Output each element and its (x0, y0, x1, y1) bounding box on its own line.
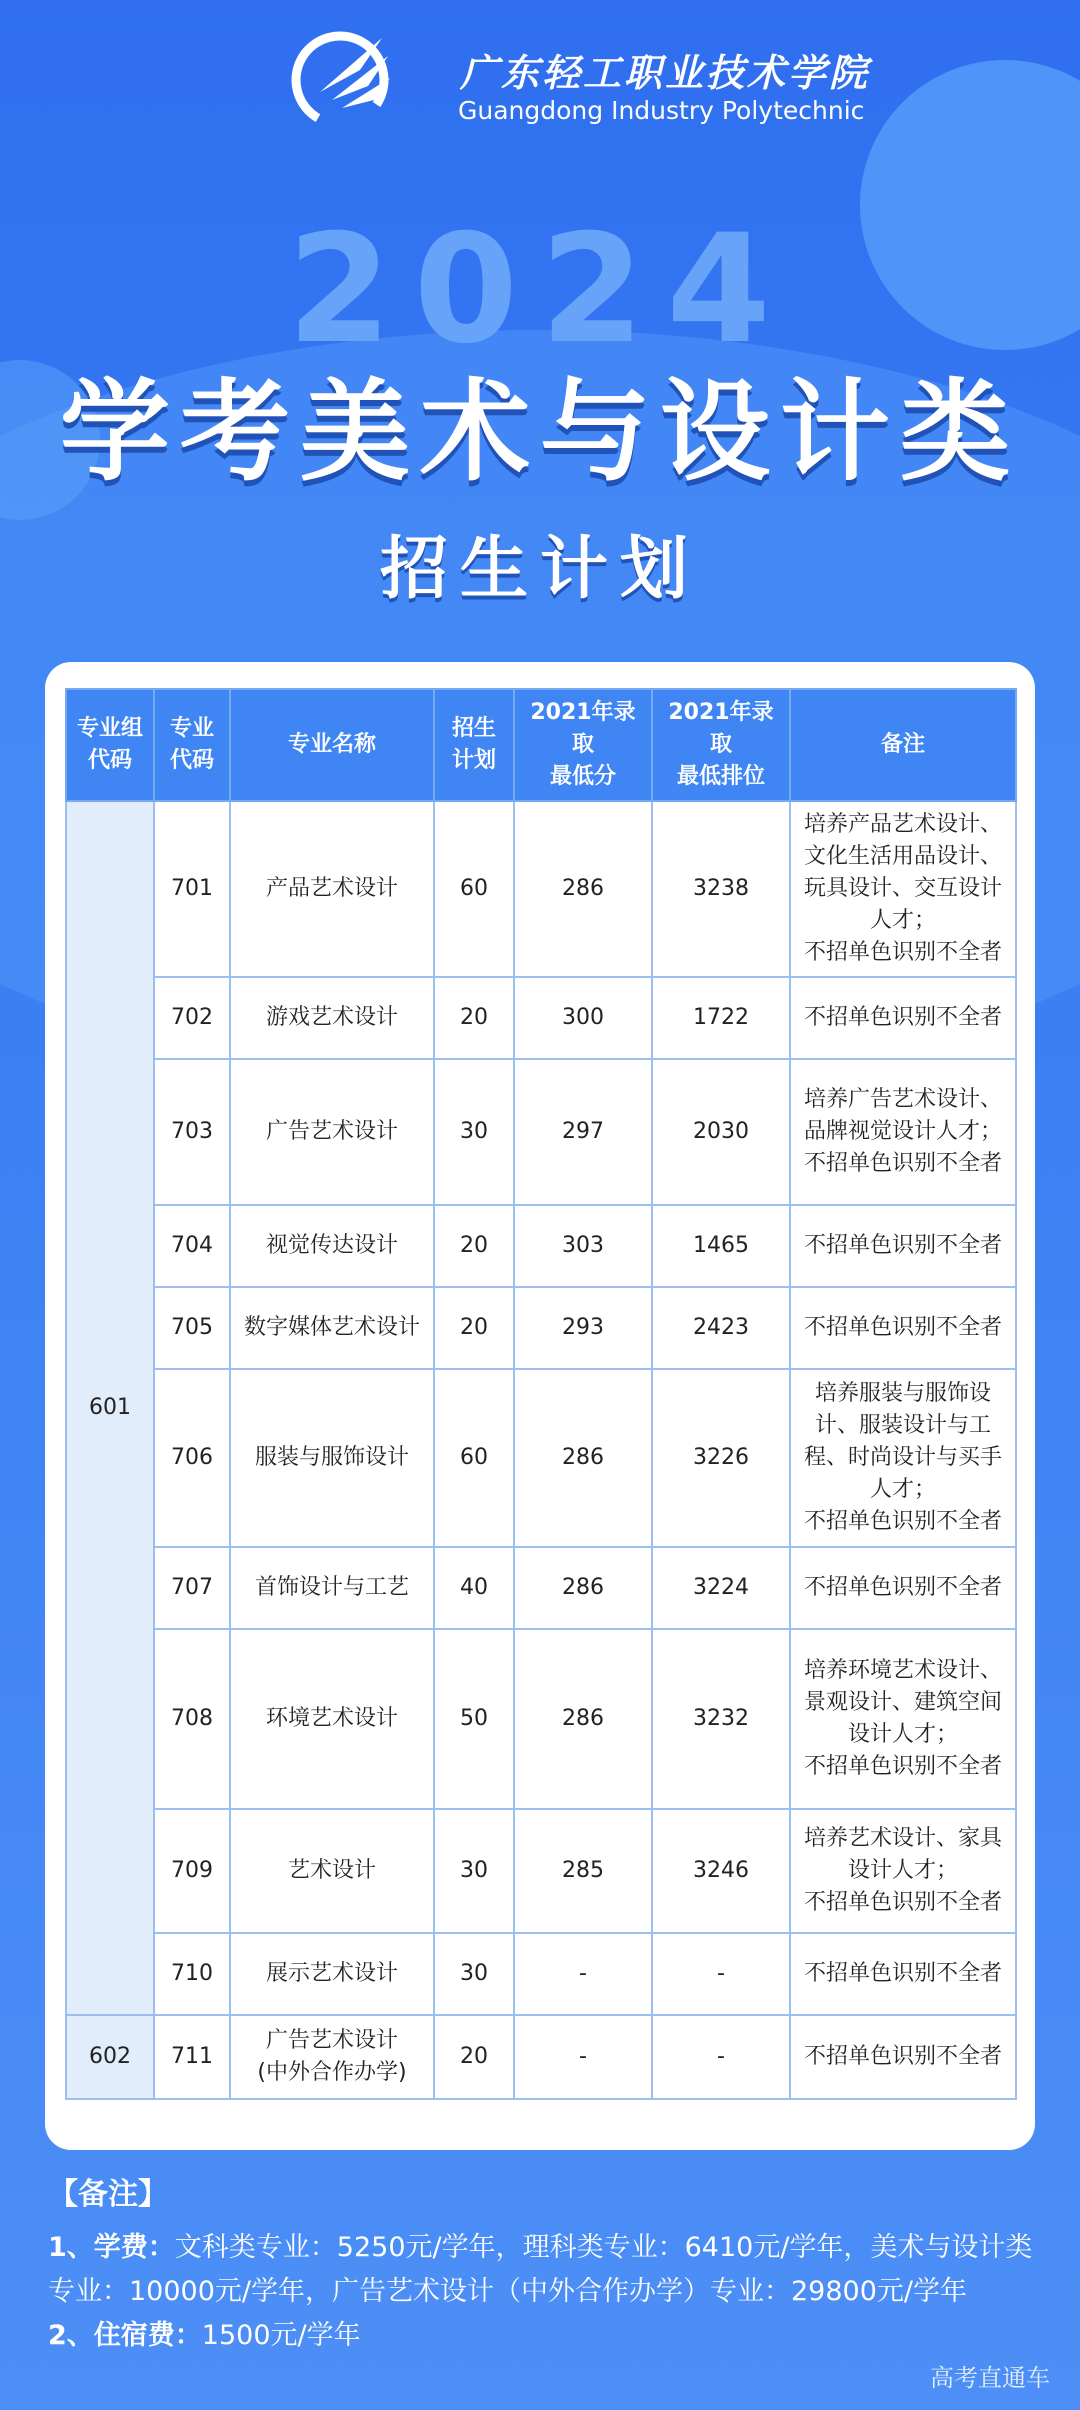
table-row (66, 2015, 1016, 2099)
major-name-cell: 产品艺术设计 (230, 801, 434, 977)
major-code-cell: 709 (154, 1809, 230, 1933)
school-logo (290, 30, 871, 130)
enrollment-table-card (45, 662, 1035, 2150)
major-code-cell: 710 (154, 1933, 230, 2015)
min-score-cell: 286 (514, 1369, 652, 1547)
major-code-cell: 703 (154, 1059, 230, 1205)
remark-cell: 培养服装与服饰设 计、服装设计与工 程、时尚设计与买手 人才； 不招单色识别不全者 (790, 1369, 1016, 1547)
min-score-cell: 303 (514, 1205, 652, 1287)
remark-cell: 不招单色识别不全者 (790, 1933, 1016, 2015)
min-rank-cell: 2423 (652, 1287, 790, 1369)
min-rank-cell: - (652, 2015, 790, 2099)
min-score-cell: 286 (514, 1547, 652, 1629)
plan-cell: 20 (434, 977, 514, 1059)
remark-cell: 培养广告艺术设计、 品牌视觉设计人才； 不招单色识别不全者 (790, 1059, 1016, 1205)
major-name-cell: 视觉传达设计 (230, 1205, 434, 1287)
major-name-cell: 艺术设计 (230, 1809, 434, 1933)
min-score-cell: 285 (514, 1809, 652, 1933)
table-row (66, 801, 1016, 977)
column-header-min-score: 2021年录取 最低分 (514, 689, 652, 801)
table-row (66, 1287, 1016, 1369)
major-code-cell: 706 (154, 1369, 230, 1547)
table-row (66, 1809, 1016, 1933)
min-rank-cell: 3232 (652, 1629, 790, 1809)
note-lodging-label: 住宿费： (93, 2320, 202, 2351)
remark-cell: 培养艺术设计、家具 设计人才； 不招单色识别不全者 (790, 1809, 1016, 1933)
plan-cell: 60 (434, 1369, 514, 1547)
remark-cell: 不招单色识别不全者 (790, 1205, 1016, 1287)
page-title: 学考美术与设计类 (60, 368, 1020, 496)
school-name-cn: 广东轻工职业技术学院 (460, 50, 871, 95)
column-header-min-rank: 2021年录取 最低排位 (652, 689, 790, 801)
plan-cell: 30 (434, 1933, 514, 2015)
table-row (66, 1933, 1016, 2015)
min-rank-cell: 3246 (652, 1809, 790, 1933)
min-rank-cell: 3226 (652, 1369, 790, 1547)
enrollment-table (65, 688, 1017, 2100)
school-emblem-icon (290, 30, 390, 130)
school-name-en: Guangdong Industry Polytechnic (458, 96, 865, 125)
major-name-cell: 环境艺术设计 (230, 1629, 434, 1809)
note-tuition-label: 学费： (93, 2232, 175, 2263)
table-row (66, 977, 1016, 1059)
remark-cell: 不招单色识别不全者 (790, 1547, 1016, 1629)
remark-cell: 不招单色识别不全者 (790, 1287, 1016, 1369)
major-name-cell: 服装与服饰设计 (230, 1369, 434, 1547)
page-subtitle: 招生计划 (379, 530, 700, 609)
major-name-cell: 广告艺术设计 (230, 1059, 434, 1205)
major-code-cell: 705 (154, 1287, 230, 1369)
column-header-major-name: 专业名称 (230, 689, 434, 801)
note-tuition-prefix: 1、 (48, 2232, 94, 2263)
watermark: 高考直通车 (930, 2364, 1050, 2392)
min-score-cell: - (514, 2015, 652, 2099)
min-score-cell: 286 (514, 1629, 652, 1809)
major-code-cell: 711 (154, 2015, 230, 2099)
notes-section (48, 2172, 1048, 2358)
min-score-cell: 300 (514, 977, 652, 1059)
column-header-remark: 备注 (790, 689, 1016, 801)
min-rank-cell: 2030 (652, 1059, 790, 1205)
note-tuition (48, 2226, 1048, 2314)
column-header-group-code: 专业组 代码 (66, 689, 154, 801)
column-header-major-code: 专业 代码 (154, 689, 230, 801)
major-code-cell: 702 (154, 977, 230, 1059)
major-code-cell: 707 (154, 1547, 230, 1629)
note-lodging (48, 2314, 1048, 2358)
remark-cell: 培养环境艺术设计、 景观设计、建筑空间 设计人才； 不招单色识别不全者 (790, 1629, 1016, 1809)
plan-cell: 50 (434, 1629, 514, 1809)
note-lodging-prefix: 2、 (48, 2320, 94, 2351)
table-row (66, 1205, 1016, 1287)
remark-cell: 不招单色识别不全者 (790, 977, 1016, 1059)
table-row (66, 1369, 1016, 1547)
min-score-cell: - (514, 1933, 652, 2015)
min-rank-cell: 1722 (652, 977, 790, 1059)
notes-title: 【备注】 (48, 2177, 168, 2212)
plan-cell: 20 (434, 2015, 514, 2099)
remark-cell: 不招单色识别不全者 (790, 2015, 1016, 2099)
major-code-cell: 708 (154, 1629, 230, 1809)
plan-cell: 20 (434, 1287, 514, 1369)
year-banner: 2024 (287, 203, 793, 377)
min-rank-cell: 3238 (652, 801, 790, 977)
table-row (66, 1629, 1016, 1809)
min-score-cell: 297 (514, 1059, 652, 1205)
table-row (66, 1547, 1016, 1629)
major-name-cell: 游戏艺术设计 (230, 977, 434, 1059)
major-name-cell: 首饰设计与工艺 (230, 1547, 434, 1629)
plan-cell: 60 (434, 801, 514, 977)
group-code-cell: 602 (66, 2015, 154, 2099)
plan-cell: 30 (434, 1809, 514, 1933)
group-code-cell: 601 (66, 801, 154, 2015)
note-lodging-text: 1500元/学年 (201, 2320, 361, 2351)
column-header-plan: 招生 计划 (434, 689, 514, 801)
min-rank-cell: 1465 (652, 1205, 790, 1287)
major-name-cell: 广告艺术设计 (中外合作办学) (230, 2015, 434, 2099)
min-rank-cell: 3224 (652, 1547, 790, 1629)
major-code-cell: 704 (154, 1205, 230, 1287)
plan-cell: 20 (434, 1205, 514, 1287)
table-header-row (66, 689, 1016, 801)
major-code-cell: 701 (154, 801, 230, 977)
min-score-cell: 293 (514, 1287, 652, 1369)
min-score-cell: 286 (514, 801, 652, 977)
min-rank-cell: - (652, 1933, 790, 2015)
major-name-cell: 数字媒体艺术设计 (230, 1287, 434, 1369)
note-tuition-text: 文科类专业：5250元/学年，理科类专业：6410元/学年，美术与设计类专业：10000元/学年，广告艺术设计（中外合作办学）专业：29800元/学年 (48, 2232, 1033, 2307)
table-row (66, 1059, 1016, 1205)
plan-cell: 30 (434, 1059, 514, 1205)
plan-cell: 40 (434, 1547, 514, 1629)
major-name-cell: 展示艺术设计 (230, 1933, 434, 2015)
remark-cell: 培养产品艺术设计、 文化生活用品设计、 玩具设计、交互设计 人才； 不招单色识别不全者 (790, 801, 1016, 977)
